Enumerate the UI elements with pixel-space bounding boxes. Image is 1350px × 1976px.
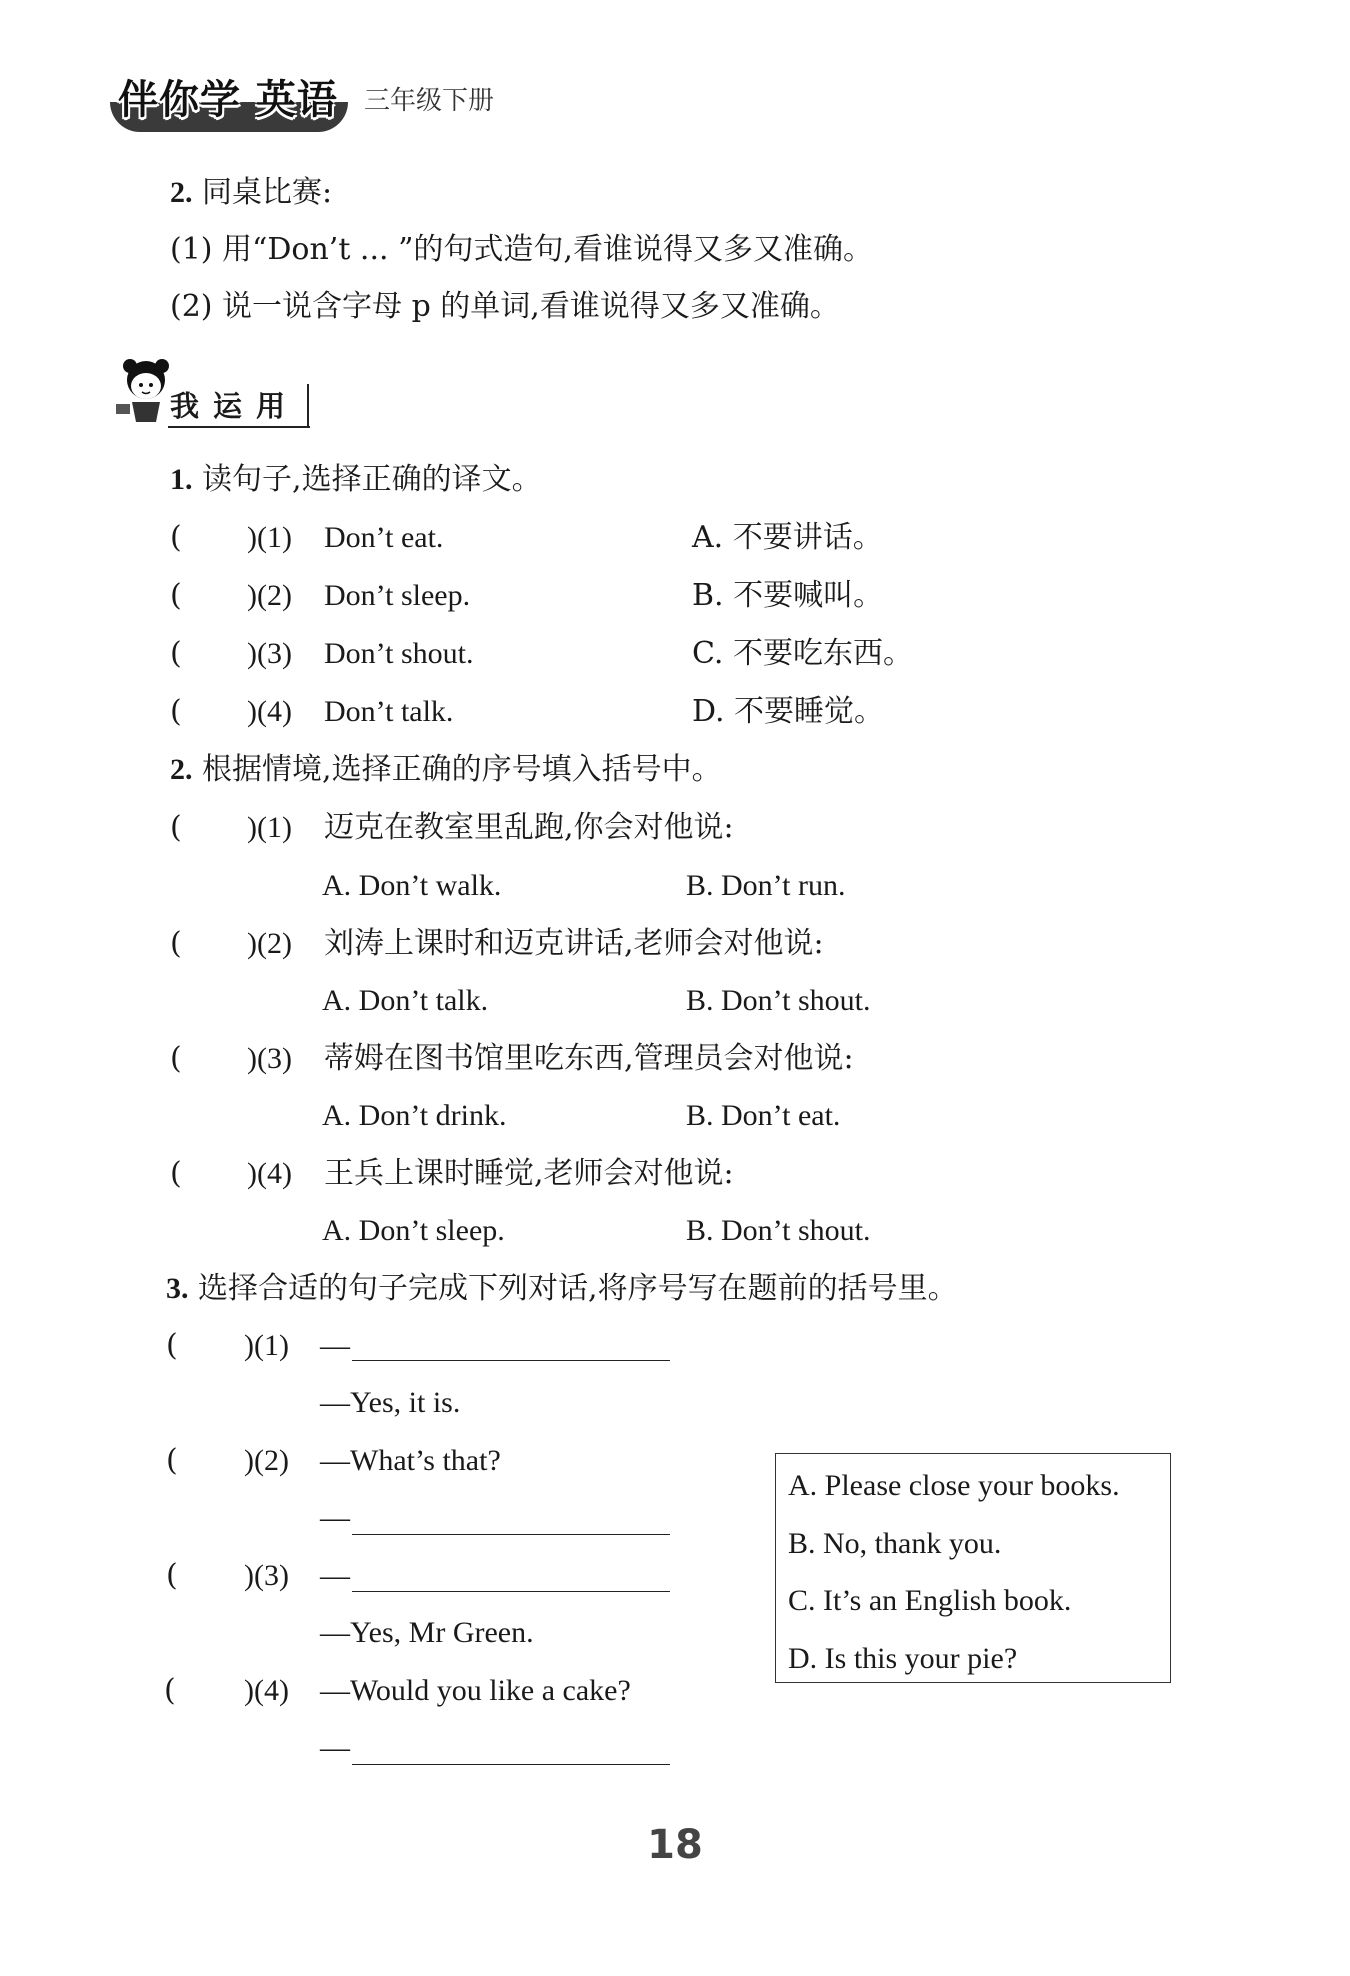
q1-heading: 读句子,选择正确的译文。	[202, 462, 542, 497]
q2-item-3-choice-a: A. Don’t drink.	[322, 1099, 507, 1132]
section-underline	[168, 426, 310, 428]
q3-item-3-line1: —	[320, 1559, 350, 1592]
q3-item-1-number: )(1)	[244, 1329, 289, 1362]
q2-title	[170, 750, 722, 790]
pair-task-title	[170, 173, 332, 213]
q2-item-2-number: )(2)	[247, 927, 292, 960]
q2-heading: 根据情境,选择正确的序号填入括号中。	[202, 752, 722, 787]
q2-item-2-text: 刘涛上课时和迈克讲话,老师会对他说:	[324, 926, 824, 961]
q1-option-d: D. 不要睡觉。	[692, 694, 885, 729]
mascot-girl-icon	[112, 356, 174, 426]
q3-open-paren-2: (	[166, 1443, 178, 1478]
page-header	[110, 62, 530, 132]
q3-item-4-line1: —Would you like a cake?	[320, 1674, 631, 1707]
pair-task-heading: 同桌比赛:	[202, 175, 333, 210]
q1-item-3-number: )(3)	[247, 637, 292, 670]
q3-item-1-line1: —	[320, 1329, 350, 1362]
q2-item-4-number: )(4)	[247, 1157, 292, 1190]
q3-item-2-number: )(2)	[244, 1444, 289, 1477]
q2-item-4-text: 王兵上课时睡觉,老师会对他说:	[324, 1156, 734, 1191]
q1-item-1-number: )(1)	[247, 521, 292, 554]
q2-item-3-number: )(3)	[247, 1042, 292, 1075]
q2-item-4-choice-b: B. Don’t shout.	[686, 1214, 871, 1247]
q3-item-4-number: )(4)	[244, 1674, 289, 1707]
pair-task-item-1: (1) 用“Don’t ... ”的句式造句,看谁说得又多又准确。	[170, 232, 873, 267]
q2-open-paren-4: (	[170, 1156, 182, 1191]
q1-number: 1.	[170, 463, 193, 496]
q2-item-1-choice-a: A. Don’t walk.	[322, 869, 502, 902]
pair-task-item-2: (2) 说一说含字母 p 的单词,看谁说得又多又准确。	[170, 289, 840, 324]
q2-item-1-choice-b: B. Don’t run.	[686, 869, 846, 902]
q3-item-4-line2: —	[320, 1731, 350, 1764]
q3-open-paren-4: (	[164, 1673, 176, 1708]
q1-option-c: C. 不要吃东西。	[692, 636, 913, 671]
q3-item-3-number: )(3)	[244, 1559, 289, 1592]
page-number: 18	[647, 1822, 703, 1868]
pair-task-number: 2.	[170, 176, 193, 209]
q2-item-1-number: )(1)	[247, 811, 292, 844]
q1-item-3-text: Don’t shout.	[324, 637, 474, 670]
q3-option-d: D. Is this your pie?	[788, 1642, 1018, 1675]
q1-item-2-text: Don’t sleep.	[324, 579, 471, 612]
q3-option-b: B. No, thank you.	[788, 1527, 1002, 1560]
q2-open-paren-1: (	[170, 810, 182, 845]
q1-open-paren-4: (	[170, 694, 182, 729]
q3-item-2-line2: —	[320, 1501, 350, 1534]
q3-heading: 选择合适的句子完成下列对话,将序号写在题前的括号里。	[198, 1271, 958, 1306]
grade-label: 三年级下册	[364, 86, 495, 116]
q1-item-4-number: )(4)	[247, 695, 292, 728]
q2-item-4-choice-a: A. Don’t sleep.	[322, 1214, 505, 1247]
q3-open-paren-3: (	[166, 1558, 178, 1593]
q2-open-paren-3: (	[170, 1041, 182, 1076]
q3-title	[166, 1269, 958, 1309]
q3-number: 3.	[166, 1272, 189, 1305]
q3-item-3-line2: —Yes, Mr Green.	[320, 1616, 534, 1649]
q3-item-1-line2: —Yes, it is.	[320, 1386, 461, 1419]
q1-option-b: B. 不要喊叫。	[692, 578, 884, 613]
section-divider	[307, 384, 309, 428]
book-title: 伴你学 英语	[118, 77, 338, 123]
q1-title	[170, 460, 542, 500]
q1-option-a: A. 不要讲话。	[692, 520, 883, 555]
q2-item-2-choice-a: A. Don’t talk.	[322, 984, 489, 1017]
q1-open-paren-3: (	[170, 636, 182, 671]
q3-item-1-answer-blank[interactable]	[352, 1360, 670, 1361]
q1-open-paren-2: (	[170, 578, 182, 613]
section-title: 我运用	[170, 389, 300, 423]
q2-item-3-choice-b: B. Don’t eat.	[686, 1099, 841, 1132]
q1-open-paren-1: (	[170, 520, 182, 555]
q1-item-2-number: )(2)	[247, 579, 292, 612]
q1-item-1-text: Don’t eat.	[324, 521, 444, 554]
q2-item-3-text: 蒂姆在图书馆里吃东西,管理员会对他说:	[324, 1041, 854, 1076]
q2-number: 2.	[170, 753, 193, 786]
q3-item-3-answer-blank[interactable]	[352, 1591, 670, 1592]
q3-item-4-answer-blank[interactable]	[352, 1764, 670, 1765]
q3-open-paren-1: (	[166, 1328, 178, 1363]
q2-open-paren-2: (	[170, 926, 182, 961]
q3-item-2-answer-blank[interactable]	[352, 1534, 670, 1535]
q2-item-1-text: 迈克在教室里乱跑,你会对他说:	[324, 810, 734, 845]
q3-item-2-line1: —What’s that?	[320, 1444, 501, 1477]
q3-option-c: C. It’s an English book.	[788, 1584, 1072, 1617]
q3-option-a: A. Please close your books.	[788, 1469, 1120, 1502]
q2-item-2-choice-b: B. Don’t shout.	[686, 984, 871, 1017]
q1-item-4-text: Don’t talk.	[324, 695, 454, 728]
